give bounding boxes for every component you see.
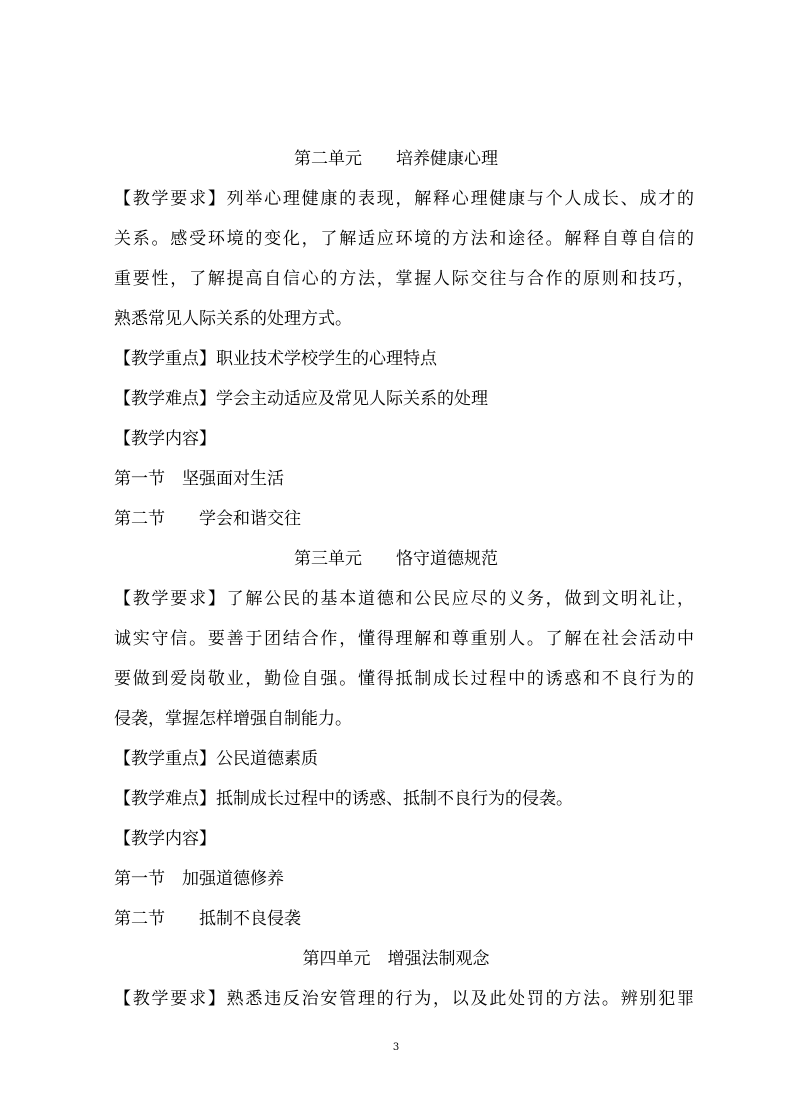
unit2-section-2: 第二节 学会和谐交往 xyxy=(114,509,301,529)
unit3-title: 第三单元 恪守道德规范 xyxy=(294,549,498,569)
unit3-requirements-line-1: 【教学要求】了解公民的基本道德和公民应尽的义务，做到文明礼让， xyxy=(114,589,694,609)
unit3-section-2: 第二节 抵制不良侵袭 xyxy=(114,909,301,929)
unit2-requirements-line-3: 重要性，了解提高自信心的方法，掌握人际交往与合作的原则和技巧， xyxy=(114,269,694,289)
unit3-requirements-line-4: 侵袭，掌握怎样增强自制能力。 xyxy=(114,709,352,729)
unit4-requirements-line-1: 【教学要求】熟悉违反治安管理的行为，以及此处罚的方法。辨别犯罪 xyxy=(114,989,694,1009)
unit3-difficulties: 【教学难点】抵制成长过程中的诱惑、抵制不良行为的侵袭。 xyxy=(114,789,573,809)
unit3-content-label: 【教学内容】 xyxy=(114,829,216,849)
unit3-requirements-line-3: 要做到爱岗敬业，勤俭自强。懂得抵制成长过程中的诱惑和不良行为的 xyxy=(114,669,694,689)
unit2-section-1: 第一节 坚强面对生活 xyxy=(114,469,284,489)
unit4-title: 第四单元 增强法制观念 xyxy=(302,949,490,969)
unit2-requirements-line-1: 【教学要求】列举心理健康的表现，解释心理健康与个人成长、成才的 xyxy=(114,189,694,209)
unit2-title: 第二单元 培养健康心理 xyxy=(294,149,498,169)
unit2-requirements-line-4: 熟悉常见人际关系的处理方式。 xyxy=(114,309,352,329)
unit3-key-points: 【教学重点】公民道德素质 xyxy=(114,749,318,769)
page-number: 3 xyxy=(392,1042,400,1053)
unit3-requirements-line-2: 诚实守信。要善于团结合作，懂得理解和尊重别人。了解在社会活动中 xyxy=(114,629,694,649)
unit2-difficulties: 【教学难点】学会主动适应及常见人际关系的处理 xyxy=(114,389,488,409)
unit3-section-1: 第一节 加强道德修养 xyxy=(114,869,284,889)
unit2-key-points: 【教学重点】职业技术学校学生的心理特点 xyxy=(114,349,437,369)
unit2-content-label: 【教学内容】 xyxy=(114,429,216,449)
unit2-requirements-line-2: 关系。感受环境的变化，了解适应环境的方法和途径。解释自尊自信的 xyxy=(114,229,694,249)
